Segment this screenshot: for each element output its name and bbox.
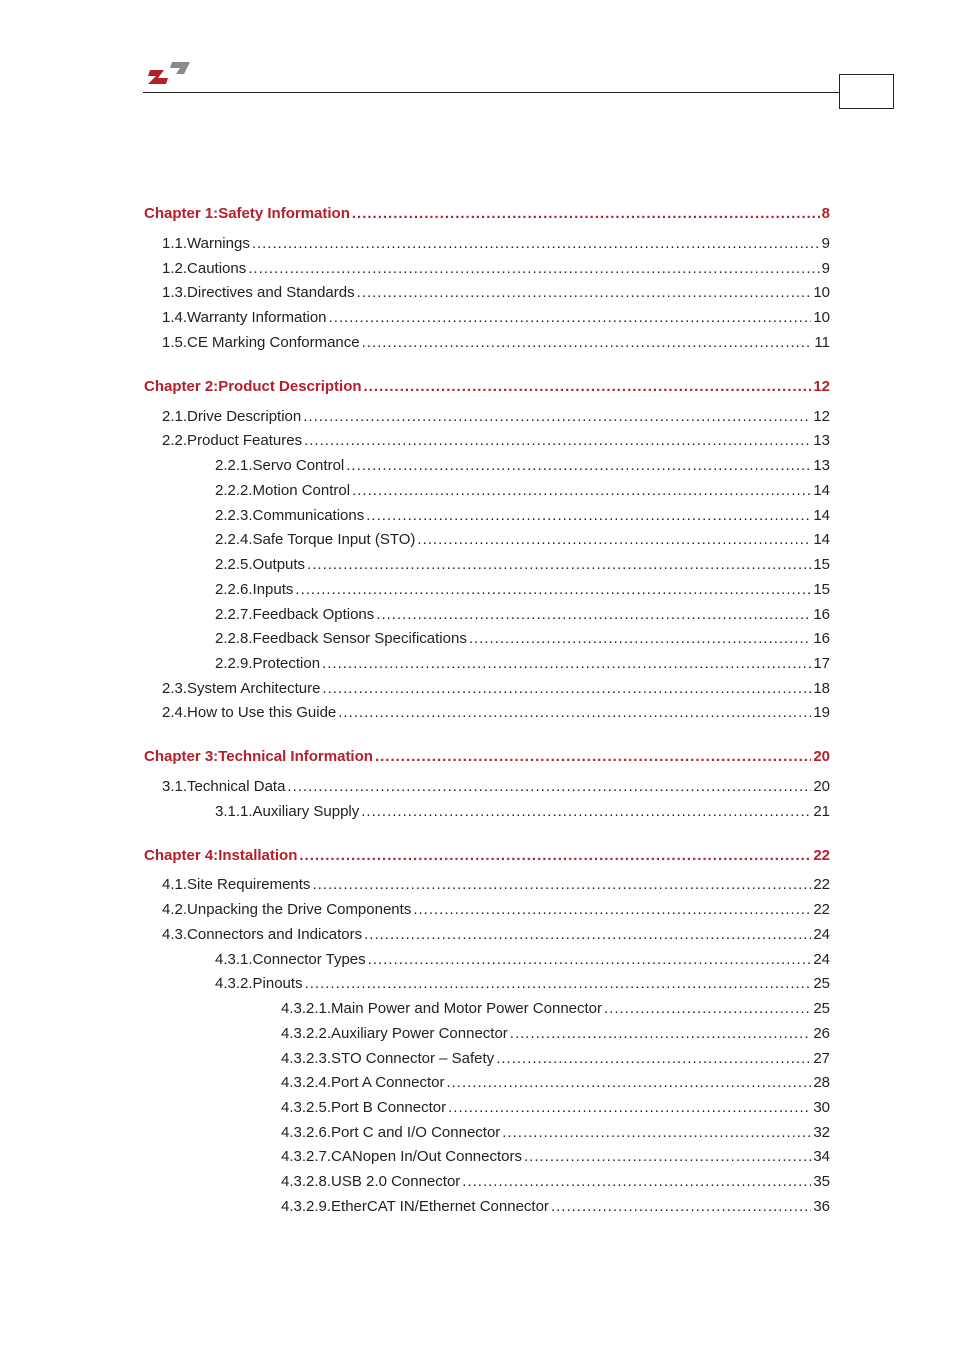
toc-entry-number: 4.3.1. (215, 951, 253, 968)
toc-entry-page: 28 (813, 1074, 830, 1091)
toc-entry-page: 9 (821, 235, 830, 252)
toc-entry-title: Auxiliary Supply (252, 803, 360, 820)
toc-entry-number: 4.3.2.2. (281, 1025, 332, 1042)
toc-entry-page: 9 (821, 260, 830, 277)
toc-entry-number: 4.3.2.8. (281, 1173, 332, 1190)
toc-entry[interactable] (215, 605, 830, 625)
toc-entry-number: 4.3.2.4. (281, 1074, 332, 1091)
toc-entry-number: 2.2.3. (215, 507, 253, 524)
toc-entry[interactable] (281, 1098, 830, 1118)
toc-entry[interactable] (162, 703, 830, 723)
toc-entry-page: 34 (813, 1148, 830, 1165)
toc-entry-page: 30 (813, 1099, 830, 1116)
dot-leader (307, 555, 811, 575)
toc-entry-title: Technical Data (187, 778, 286, 795)
dot-leader (448, 1098, 811, 1118)
toc-entry-title: CE Marking Conformance (187, 334, 360, 351)
toc-entry-number: 1.2. (162, 260, 188, 277)
toc-entry[interactable] (281, 1024, 830, 1044)
toc-entry[interactable] (215, 580, 830, 600)
toc-entry-page: 10 (813, 284, 830, 301)
toc-entry-page: 12 (813, 378, 830, 395)
dot-leader (551, 1197, 811, 1217)
toc-entry[interactable] (162, 333, 830, 353)
toc-entry-title: Inputs (252, 581, 294, 598)
toc-entry-number: 2.2.8. (215, 630, 253, 647)
toc-entry-title: Warnings (187, 235, 250, 252)
toc-entry-title: Main Power and Motor Power Connector (331, 1000, 603, 1017)
dot-leader (295, 580, 811, 600)
toc-chapter-entry[interactable] (144, 747, 830, 767)
toc-entry-page: 13 (813, 432, 830, 449)
dot-leader (361, 802, 811, 822)
dot-leader (299, 846, 811, 866)
toc-entry-number: 3.1.1. (215, 803, 253, 820)
toc-entry-title: Outputs (252, 556, 306, 573)
toc-entry[interactable] (215, 481, 830, 501)
toc-entry-number: 4.2. (162, 901, 188, 918)
dot-leader (287, 777, 811, 797)
toc-entry[interactable] (162, 431, 830, 451)
toc-entry-title: Product Description (218, 378, 362, 395)
toc-entry-number: 4.3.2.3. (281, 1050, 332, 1067)
toc-entry[interactable] (215, 530, 830, 550)
toc-entry-page: 26 (813, 1025, 830, 1042)
toc-entry-number: 1.3. (162, 284, 188, 301)
toc-chapter-entry[interactable] (144, 377, 830, 397)
toc-entry-number: 2.2.9. (215, 655, 253, 672)
toc-entry-title: Safe Torque Input (STO) (252, 531, 416, 548)
dot-leader (352, 481, 811, 501)
toc-entry[interactable] (281, 1147, 830, 1167)
toc-entry-title: Feedback Sensor Specifications (252, 630, 467, 647)
toc-entry-number: Chapter 2: (144, 378, 219, 395)
toc-entry[interactable] (281, 1172, 830, 1192)
toc-entry-page: 19 (813, 704, 830, 721)
toc-entry-number: 4.3.2. (215, 975, 253, 992)
toc-entry[interactable] (215, 629, 830, 649)
toc-entry-page: 22 (813, 847, 830, 864)
dot-leader (362, 333, 813, 353)
toc-entry[interactable] (215, 506, 830, 526)
toc-entry-number: 4.3.2.7. (281, 1148, 332, 1165)
toc-entry-title: Warranty Information (187, 309, 327, 326)
toc-entry-title: Cautions (187, 260, 247, 277)
toc-chapter-entry[interactable] (144, 204, 830, 224)
toc-entry-title: Drive Description (187, 408, 302, 425)
toc-entry[interactable] (162, 234, 830, 254)
toc-entry-number: 2.2.4. (215, 531, 253, 548)
dot-leader (364, 925, 811, 945)
toc-chapter-entry[interactable] (144, 846, 830, 866)
toc-entry-title: Auxiliary Power Connector (331, 1025, 508, 1042)
toc-entry-title: Product Features (187, 432, 303, 449)
toc-entry-number: Chapter 3: (144, 748, 219, 765)
dot-leader (376, 605, 811, 625)
toc-entry[interactable] (162, 925, 830, 945)
toc-entry[interactable] (281, 1197, 830, 1217)
toc-entry-page: 20 (813, 778, 830, 795)
toc-entry-title: Installation (218, 847, 298, 864)
toc-entry-number: Chapter 4: (144, 847, 219, 864)
toc-entry-number: 4.3. (162, 926, 188, 943)
dot-leader (329, 308, 812, 328)
toc-entry-title: Connectors and Indicators (187, 926, 363, 943)
toc-entry-title: Port A Connector (331, 1074, 445, 1091)
dot-leader (305, 974, 812, 994)
dot-leader (252, 234, 820, 254)
dot-leader (368, 950, 812, 970)
toc-entry-title: Protection (252, 655, 321, 672)
dot-leader (462, 1172, 811, 1192)
toc-entry-page: 13 (813, 457, 830, 474)
toc-entry-number: 2.4. (162, 704, 188, 721)
dot-leader (338, 703, 811, 723)
toc-entry[interactable] (162, 875, 830, 895)
toc-entry-number: 4.1. (162, 876, 188, 893)
toc-entry[interactable] (162, 308, 830, 328)
toc-entry-page: 11 (814, 334, 830, 351)
toc-entry-title: Port B Connector (331, 1099, 447, 1116)
toc-entry-title: STO Connector – Safety (331, 1050, 495, 1067)
toc-entry[interactable] (215, 974, 830, 994)
toc-entry-page: 21 (813, 803, 830, 820)
toc-entry[interactable] (215, 654, 830, 674)
toc-entry[interactable] (162, 283, 830, 303)
toc-entry-number: 2.2.2. (215, 482, 253, 499)
toc-entry[interactable] (215, 555, 830, 575)
dot-leader (303, 407, 811, 427)
dot-leader (352, 204, 820, 224)
dot-leader (304, 431, 811, 451)
toc-entry-number: 2.2.1. (215, 457, 253, 474)
toc-entry-title: EtherCAT IN/Ethernet Connector (331, 1198, 549, 1215)
dot-leader (322, 679, 811, 699)
dot-leader (357, 283, 812, 303)
toc-entry[interactable] (162, 679, 830, 699)
toc-entry-page: 35 (813, 1173, 830, 1190)
toc-entry-page: 22 (813, 876, 830, 893)
dot-leader (417, 530, 811, 550)
toc-entry-number: 4.3.2.5. (281, 1099, 332, 1116)
toc-entry-title: Unpacking the Drive Components (187, 901, 412, 918)
toc-entry-number: 1.1. (162, 235, 188, 252)
toc-entry-page: 15 (813, 556, 830, 573)
toc-entry-number: 2.2.7. (215, 606, 253, 623)
toc-entry-number: 4.3.2.1. (281, 1000, 332, 1017)
toc-entry-title: Connector Types (252, 951, 366, 968)
dot-leader (469, 629, 811, 649)
toc-entry-title: Feedback Options (252, 606, 375, 623)
toc-entry[interactable] (281, 1049, 830, 1069)
toc-entry-page: 24 (813, 926, 830, 943)
toc-entry-page: 27 (813, 1050, 830, 1067)
dot-leader (446, 1073, 811, 1093)
toc-entry-title: Pinouts (252, 975, 303, 992)
toc-entry-title: Communications (252, 507, 365, 524)
dot-leader (524, 1147, 811, 1167)
toc-entry-number: 2.2.5. (215, 556, 253, 573)
toc-entry-page: 24 (813, 951, 830, 968)
toc-entry-page: 16 (813, 606, 830, 623)
dot-leader (510, 1024, 812, 1044)
toc-entry[interactable] (162, 259, 830, 279)
toc-entry-title: Site Requirements (187, 876, 311, 893)
toc-entry[interactable] (281, 999, 830, 1019)
dot-leader (366, 506, 811, 526)
toc-entry-page: 22 (813, 901, 830, 918)
toc-entry-number: 2.3. (162, 680, 188, 697)
toc-entry-number: 1.5. (162, 334, 188, 351)
toc-entry-number: 2.2.6. (215, 581, 253, 598)
toc-entry[interactable] (162, 407, 830, 427)
toc-entry-page: 14 (813, 482, 830, 499)
toc-entry-page: 10 (813, 309, 830, 326)
toc-entry-title: Directives and Standards (187, 284, 355, 301)
toc-entry-number: 1.4. (162, 309, 188, 326)
dot-leader (346, 456, 811, 476)
toc-entry[interactable] (281, 1073, 830, 1093)
toc-entry-page: 14 (813, 507, 830, 524)
toc-entry-page: 15 (813, 581, 830, 598)
toc-entry-page: 36 (813, 1198, 830, 1215)
toc-entry-page: 16 (813, 630, 830, 647)
toc-entry[interactable] (215, 802, 830, 822)
toc-entry-number: Chapter 1: (144, 205, 219, 222)
toc-entry-title: System Architecture (187, 680, 321, 697)
dot-leader (364, 377, 812, 397)
dot-leader (375, 747, 811, 767)
toc-entry[interactable] (162, 777, 830, 797)
toc-entry-page: 20 (813, 748, 830, 765)
toc-entry-page: 25 (813, 1000, 830, 1017)
dot-leader (322, 654, 811, 674)
toc-entry-title: How to Use this Guide (187, 704, 337, 721)
dot-leader (496, 1049, 811, 1069)
toc-entry[interactable] (215, 456, 830, 476)
dot-leader (413, 900, 811, 920)
toc-entry-title: Safety Information (218, 205, 350, 222)
toc-entry[interactable] (162, 900, 830, 920)
dot-leader (604, 999, 811, 1019)
dot-leader (312, 875, 811, 895)
toc-entry-number: 2.1. (162, 408, 188, 425)
toc-entry-number: 2.2. (162, 432, 188, 449)
toc-entry-number: 4.3.2.9. (281, 1198, 332, 1215)
toc-entry-page: 12 (813, 408, 830, 425)
toc-entry-title: Port C and I/O Connector (331, 1124, 501, 1141)
toc-entry-page: 8 (821, 205, 830, 222)
toc-entry-title: Servo Control (252, 457, 345, 474)
toc-entry[interactable] (215, 950, 830, 970)
toc-entry-number: 4.3.2.6. (281, 1124, 332, 1141)
toc-entry-page: 25 (813, 975, 830, 992)
toc-entry-page: 17 (813, 655, 830, 672)
toc-entry-title: Technical Information (218, 748, 373, 765)
toc-entry-title: Motion Control (252, 482, 351, 499)
dot-leader (248, 259, 819, 279)
toc-entry-page: 32 (813, 1124, 830, 1141)
toc-entry[interactable] (281, 1123, 830, 1143)
dot-leader (502, 1123, 811, 1143)
toc-entry-title: CANopen In/Out Connectors (331, 1148, 522, 1165)
toc-entry-page: 18 (813, 680, 830, 697)
toc-entry-number: 3.1. (162, 778, 188, 795)
toc-entry-title: USB 2.0 Connector (331, 1173, 461, 1190)
toc-entry-page: 14 (813, 531, 830, 548)
